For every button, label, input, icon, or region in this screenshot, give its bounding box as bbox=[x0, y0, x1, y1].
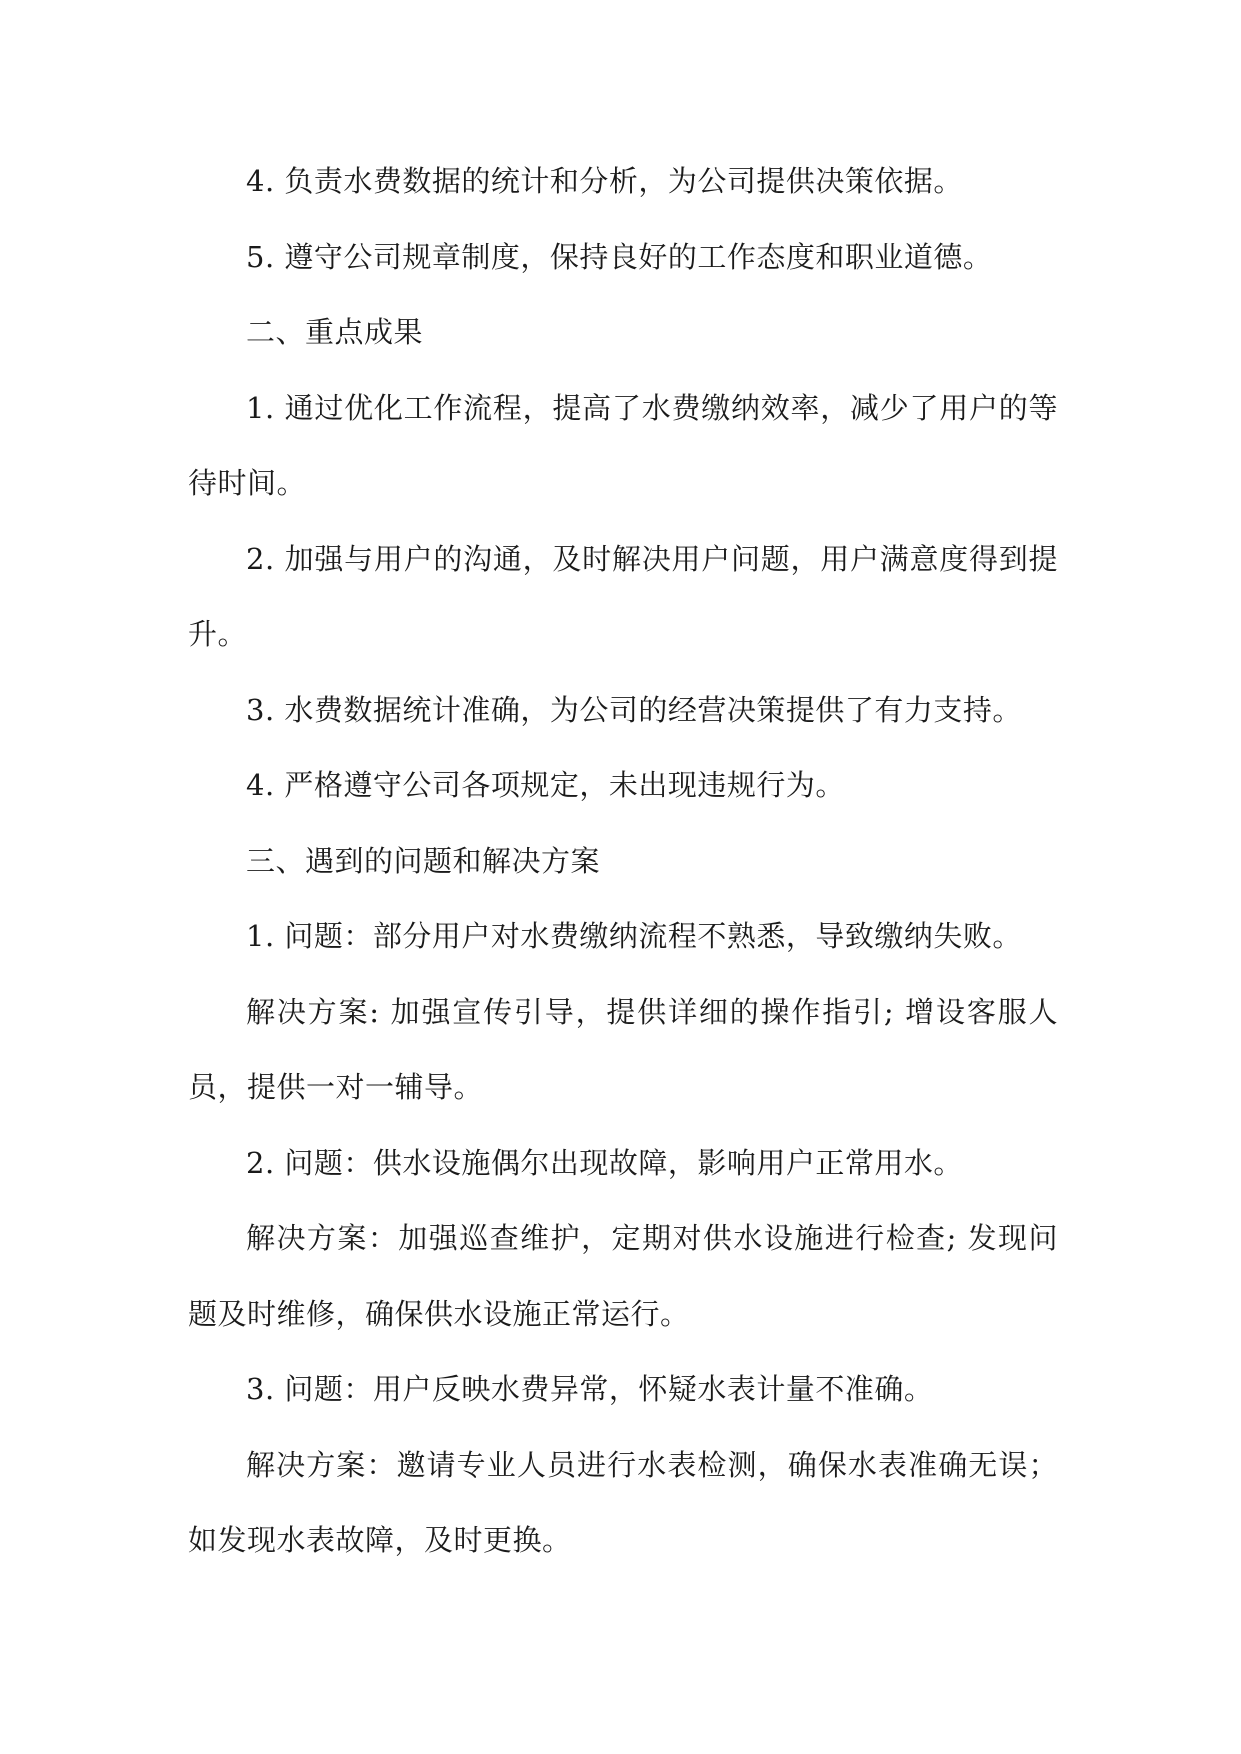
paragraph-result-3: 3. 水费数据统计准确，为公司的经营决策提供了有力支持。 bbox=[246, 692, 1022, 727]
paragraph-responsibility-4: 4. 负责水费数据的统计和分析，为公司提供决策依据。 bbox=[246, 164, 963, 198]
paragraph-problem-1: 1. 问题：部分用户对水费缴纳流程不熟悉，导致缴纳失败。 bbox=[246, 919, 1022, 953]
paragraph-solution-1: 解决方案: 加强宣传引导，提供详细的操作指引; 增设客服人员，提供一对一辅导。 bbox=[188, 994, 1058, 1104]
section-heading-key-results: 二、重点成果 bbox=[246, 315, 424, 349]
paragraph-problem-3: 3. 问题：用户反映水费异常，怀疑水表计量不准确。 bbox=[246, 1372, 934, 1406]
paragraph-problem-2: 2. 问题：供水设施偶尔出现故障，影响用户正常用水。 bbox=[246, 1145, 963, 1180]
document-body bbox=[188, 144, 1058, 1579]
paragraph-solution-2: 解决方案：加强巡查维护，定期对供水设施进行检查; 发现问题及时维修，确保供水设施正常运行。 bbox=[188, 1221, 1058, 1331]
paragraph-result-2: 2. 加强与用户的沟通，及时解决用户问题，用户满意度得到提升。 bbox=[188, 541, 1058, 651]
section-heading-problems-solutions: 三、遇到的问题和解决方案 bbox=[246, 843, 601, 878]
paragraph-solution-3: 解决方案：邀请专业人员进行水表检测，确保水表准确无误；如发现水表故障，及时更换。 bbox=[188, 1447, 1058, 1557]
paragraph-result-1: 1. 通过优化工作流程，提高了水费缴纳效率，减少了用户的等待时间。 bbox=[188, 390, 1058, 500]
paragraph-result-4: 4. 严格遵守公司各项规定，未出现违规行为。 bbox=[246, 768, 845, 802]
paragraph-responsibility-5: 5. 遵守公司规章制度，保持良好的工作态度和职业道德。 bbox=[246, 239, 993, 274]
